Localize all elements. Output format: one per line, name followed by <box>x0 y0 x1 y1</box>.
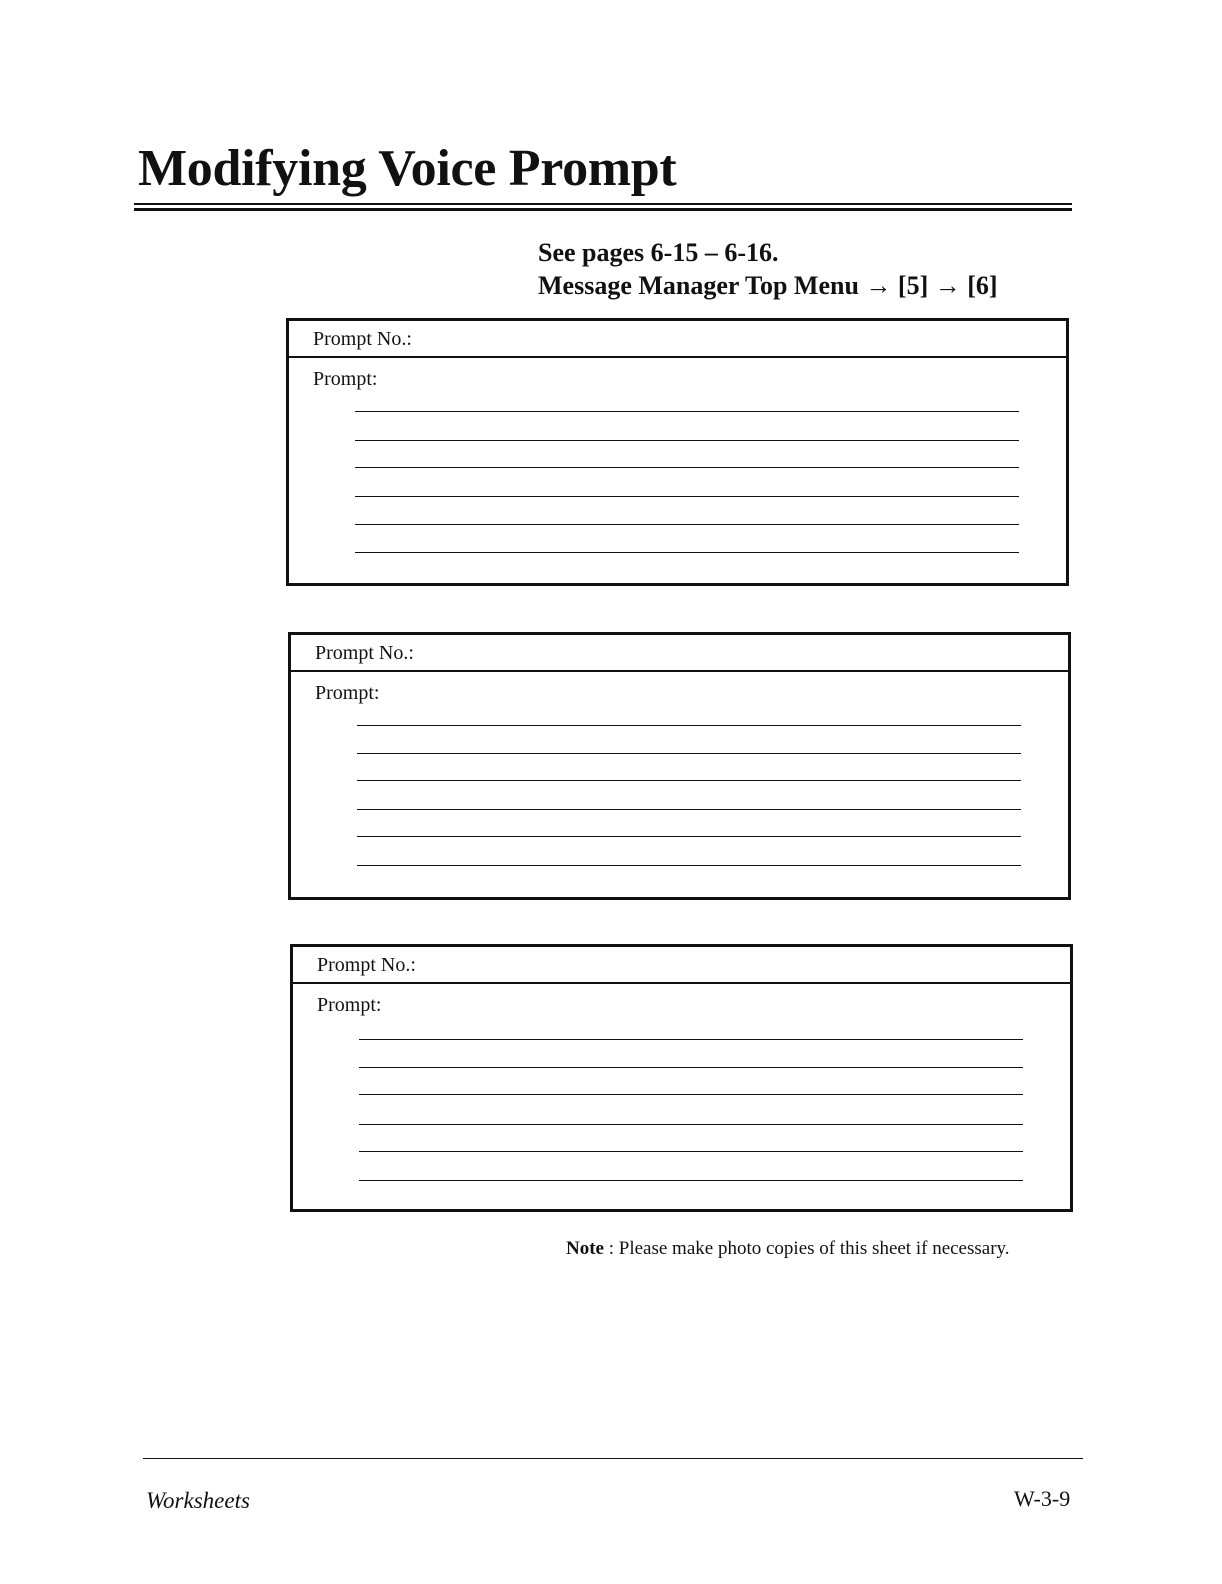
prompt-label: Prompt: <box>317 994 382 1016</box>
prompt-form-2 <box>288 632 1071 900</box>
write-line <box>357 865 1021 866</box>
photocopy-note <box>566 1238 1010 1260</box>
write-line <box>355 411 1019 412</box>
prompt-text-area[interactable] <box>291 672 1068 705</box>
write-line <box>355 552 1019 553</box>
prompt-form-3 <box>290 944 1073 1212</box>
see-pages-text: See pages 6-15 – 6-16. <box>538 238 779 267</box>
note-separator: : <box>603 1238 619 1259</box>
write-line <box>355 440 1019 441</box>
write-line <box>355 467 1019 468</box>
prompt-form-1 <box>286 318 1069 586</box>
page-title: Modifying Voice Prompt <box>138 140 677 197</box>
write-line <box>359 1067 1023 1068</box>
write-line <box>359 1151 1023 1152</box>
write-line <box>357 836 1021 837</box>
menu-navigation-path: Message Manager Top Menu → [5] → [6] <box>538 271 998 300</box>
footer-section-name: Worksheets <box>146 1488 250 1513</box>
write-line <box>355 524 1019 525</box>
note-label: Note <box>566 1238 604 1259</box>
prompt-number-field[interactable]: Prompt No.: <box>293 947 1070 984</box>
page-reference <box>538 236 998 302</box>
footer-divider <box>143 1458 1083 1459</box>
prompt-text-area[interactable] <box>289 358 1066 391</box>
write-line <box>357 780 1021 781</box>
footer-page-number: W-3-9 <box>1014 1486 1071 1511</box>
write-line <box>359 1180 1023 1181</box>
title-divider <box>134 203 1072 205</box>
prompt-number-field[interactable]: Prompt No.: <box>289 321 1066 358</box>
prompt-label: Prompt: <box>313 368 378 390</box>
prompt-text-area[interactable] <box>293 984 1070 1017</box>
write-line <box>359 1124 1023 1125</box>
write-line <box>357 753 1021 754</box>
note-text: Please make photo copies of this sheet if necessary. <box>618 1238 1010 1259</box>
write-line <box>359 1094 1023 1095</box>
title-divider-thick <box>134 208 1072 211</box>
write-line <box>357 725 1021 726</box>
write-line <box>359 1039 1023 1040</box>
prompt-number-field[interactable]: Prompt No.: <box>291 635 1068 672</box>
write-line <box>357 809 1021 810</box>
prompt-label: Prompt: <box>315 682 380 704</box>
write-line <box>355 496 1019 497</box>
